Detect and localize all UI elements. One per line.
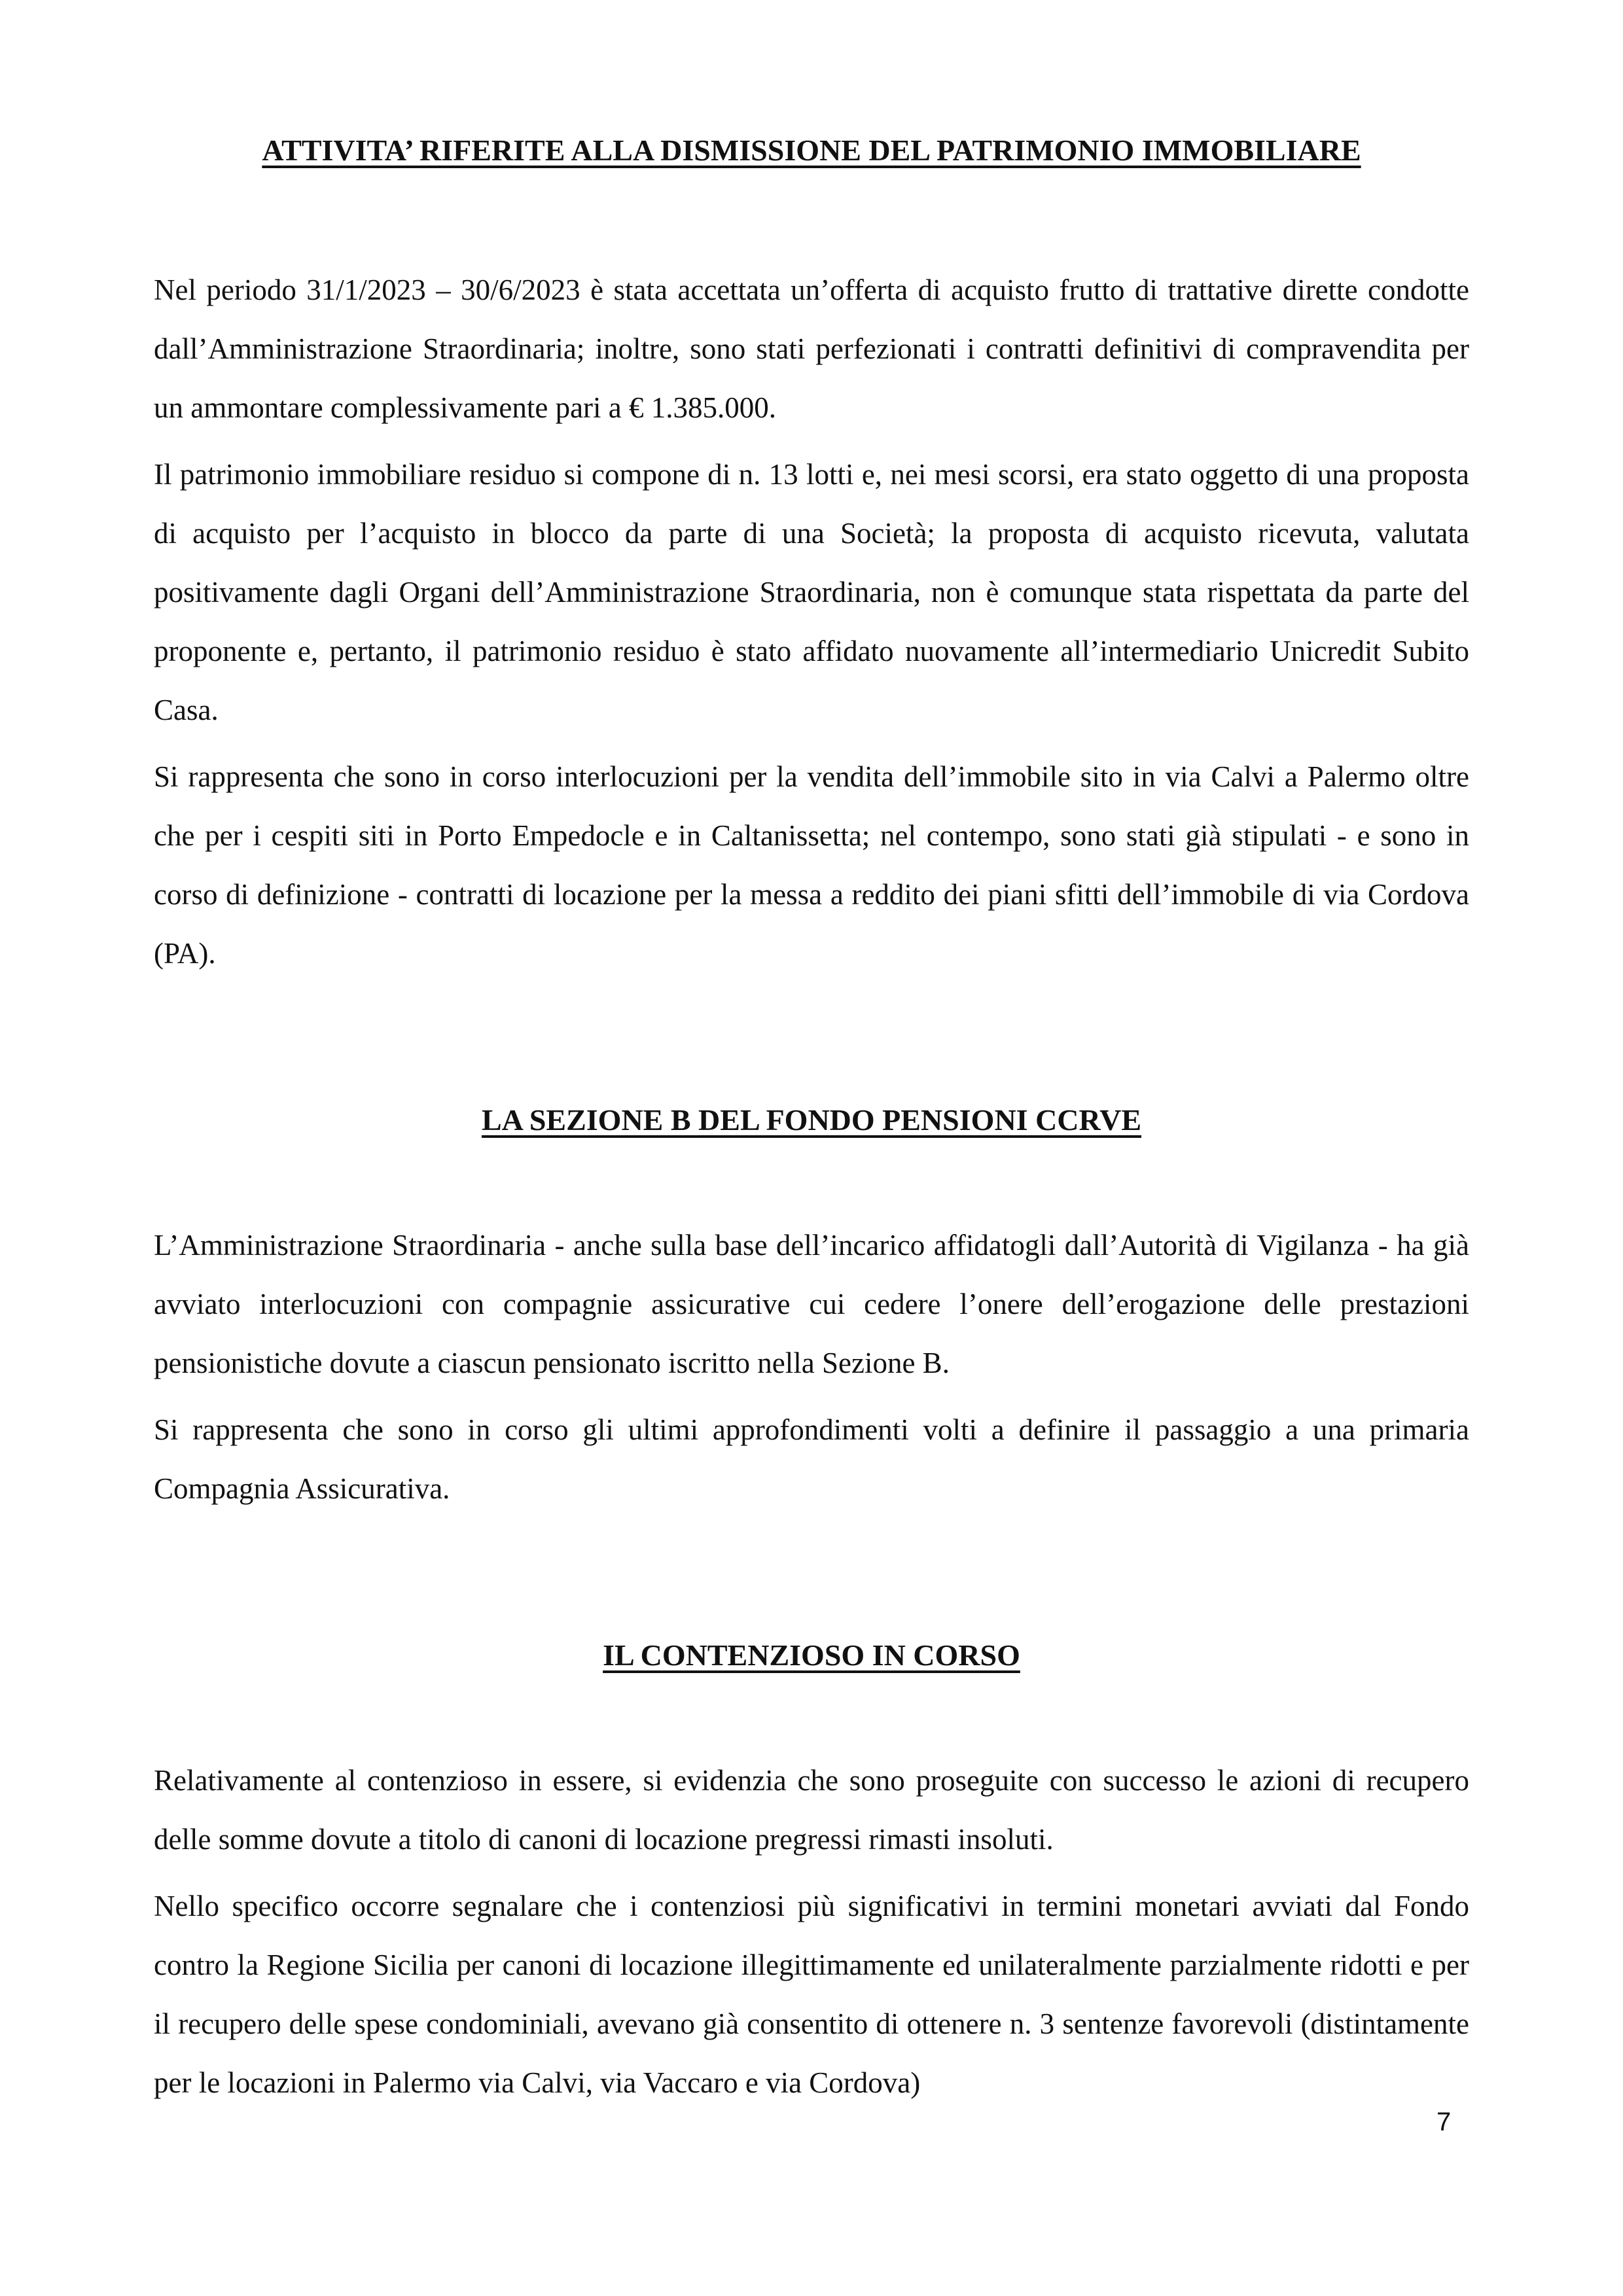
section-heading-dismissione: ATTIVITA’ RIFERITE ALLA DISMISSIONE DEL PATRIMONIO IMMOBILIARE: [262, 133, 1361, 167]
paragraph: Nel periodo 31/1/2023 – 30/6/2023 è stata accettata un’offerta di acquisto frutto di trattative dirette condotte dall’Amministrazione Straordinaria; inoltre, sono stati perfezionati i contratti definitivi di compravendita per un ammontare complessivamente pari a € 1.385.000.: [154, 274, 1469, 424]
section-body-sezione-b: [154, 1216, 1469, 1518]
section-heading-contenzioso: IL CONTENZIOSO IN CORSO: [603, 1638, 1020, 1672]
page-number: 7: [1436, 2108, 1452, 2136]
paragraph: Si rappresenta che sono in corso interlocuzioni per la vendita dell’immobile sito in via Calvi a Palermo oltre che per i cespiti siti in Porto Empedocle e in Caltanissetta; nel contempo, sono stati già stipulati - e sono in corso di definizione - contratti di locazione per la messa a reddito dei piani sfitti dell’immobile di via Cordova (PA).: [154, 760, 1469, 970]
section-heading-sezione-b: LA SEZIONE B DEL FONDO PENSIONI CCRVE: [481, 1103, 1142, 1137]
document-page: [154, 131, 1469, 2112]
paragraph: L’Amministrazione Straordinaria - anche sulla base dell’incarico affidatogli dall’Autorità di Vigilanza - ha già avviato interlocuzioni con compagnie assicurative cui cedere l’onere dell’erogazione delle prestazioni pensionistiche dovute a ciascun pensionato iscritto nella Sezione B.: [154, 1229, 1469, 1379]
paragraph: Il patrimonio immobiliare residuo si compone di n. 13 lotti e, nei mesi scorsi, era stato oggetto di una proposta di acquisto per l’acquisto in blocco da parte di una Società; la proposta di acquisto ricevuta, valutata positivamente dagli Organi dell’Amministrazione Straordinaria, non è comunque stata rispettata da parte del proponente e, pertanto, il patrimonio residuo è stato affidato nuovamente all’intermediario Unicredit Subito Casa.: [154, 458, 1469, 726]
section-body-dismissione: [154, 260, 1469, 983]
paragraph: Relativamente al contenzioso in essere, si evidenzia che sono proseguite con successo le azioni di recupero delle somme dovute a titolo di canoni di locazione pregressi rimasti insoluti.: [154, 1764, 1469, 1856]
paragraph: Nello specifico occorre segnalare che i contenziosi più significativi in termini monetari avviati dal Fondo contro la Regione Sicilia per canoni di locazione illegittimamente ed unilateralmente parzialmente ridotti e per il recupero delle spese condominiali, avevano già consentito di ottenere n. 3 sentenze favorevoli (distintamente per le locazioni in Palermo via Calvi, via Vaccaro e via Cordova): [154, 1890, 1469, 2099]
section-body-contenzioso: [154, 1751, 1469, 2112]
paragraph: Si rappresenta che sono in corso gli ultimi approfondimenti volti a definire il passaggio a una primaria Compagnia Assicurativa.: [154, 1413, 1469, 1505]
